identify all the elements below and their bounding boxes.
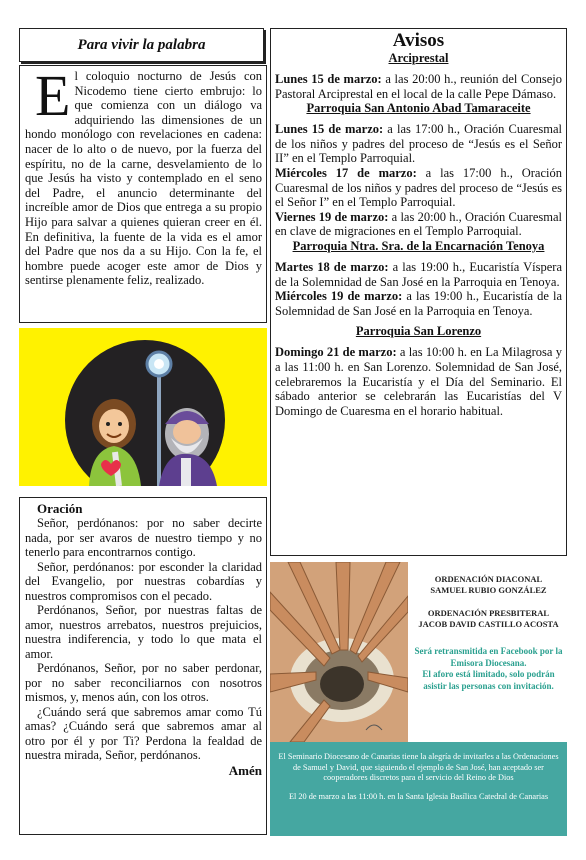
poster-line: SAMUEL RUBIO GONZÁLEZ [430,585,547,595]
poster-line: ORDENACIÓN PRESBITERAL [427,608,550,618]
reflection-text [25,63,262,288]
hands-image [270,562,408,742]
prayer-heading: Oración [37,501,83,516]
notice-item: Lunes 15 de marzo: a las 20:00 h., reunión del Consejo Pastoral Arciprestal en el local de la calle Pepe Dámaso. [275,72,562,101]
illustration-svg [19,328,267,486]
section-title-box [19,28,264,62]
prayer-paragraph: Perdónanos, Señor, por no saber perdonar, por no saber reconciliarnos con nosotros mismos, y, menos aún, con los otros. [25,661,262,704]
notice-item: Domingo 21 de marzo: a las 10:00 h. en La Milagrosa y a las 11:00 h. en San Lorenzo. Solemnidad de San José, celebraremos la Eucaristía y el Día del Seminario. El sábado anterior se celebrarán las Eucaristías del V Domingo de Cuaresma en el horario habitual. [275,345,562,418]
poster-line: JACOB DAVID CASTILLO ACOSTA [418,619,559,629]
drop-cap: E [35,63,71,128]
poster-broadcast-note: Será retransmitida en Facebook por la Emisora Diocesana. [414,646,563,668]
poster-line: ORDENACIÓN DIACONAL [434,574,543,584]
poster-invitation [270,742,567,836]
section-heading-san-antonio: Parroquia San Antonio Abad Tamaraceite [306,101,531,116]
section-title: Para vivir la palabra [77,36,206,53]
reflection-box [19,65,267,323]
poster-text [410,562,567,742]
jesus-nicodemus-illustration [19,328,267,486]
prayer-paragraph: ¿Cuándo será que sabremos amar como Tú amas? ¿Cuándo será que sabremos amar al otro por él y por Ti? Perdona la fealdad de nuestra mirada, Señor, perdónanos. [25,704,262,762]
hands-photo [270,562,408,742]
avisos-title: Avisos [392,30,445,51]
prayer-paragraph: Señor, perdónanos: por esconder la claridad del Evangelio, por nuestras cobardías y nuestros compromisos con el pecado. [25,559,262,603]
avisos-box [270,28,567,556]
notice-item: Viernes 19 de marzo: a las 20:00 h., Oración Cuaresmal en clave de migraciones en el Templo Parroquial. [275,209,562,239]
prayer-paragraph: Perdónanos, Señor, por nuestras faltas de amor, nuestros arrebatos, nuestros prejuicios, nuestra indiferencia, y todo lo que mata el amor. [25,603,262,661]
section-heading-encarnacion: Parroquia Ntra. Sra. de la Encarnación Tenoya [292,238,545,253]
poster-invitation-text: El Seminario Diocesano de Canarias tiene la alegría de invitarles a las Ordenaciones de Samuel y David, que siguiendo el ejemplo de San José, han aceptado ser cooperadores discretos para el servicio del Reino de Dios [278,752,559,782]
section-heading-san-lorenzo: Parroquia San Lorenzo [355,324,482,339]
prayer-box [19,497,267,835]
notice-item: Martes 18 de marzo: a las 19:00 h., Eucaristía Víspera de la Solemnidad de San José en la Parroquia en Tenoya. [275,259,563,289]
prayer-paragraph: Señor, perdónanos: por no saber decirte nada, por ser avaros de nuestro tiempo y no tenerlo para encontrarnos contigo. [25,516,262,559]
section-heading-arciprestal: Arciprestal [388,51,449,65]
notice-item: Miércoles 19 de marzo: a las 19:00 h., Eucaristía de la Solemnidad de San José en la Parroquia en Tenoya. [275,289,563,318]
reflection-body: l coloquio nocturno de Jesús con Nicodemo tiene cierto embrujo: lo que comienza con un diálogo va adquiriendo las dimensiones de un hondo monólogo con revelaciones en cadena: nacer de lo alto o de nuevo, por la fuerza del espíritu, no de la carne, desvelamiento de lo que Jesús ha visto y contemplado en el seno del Padre, el anuncio determinante del increíble amor de Dios que entrega a su propio Hijo para salvar a quienes quieran creer en él. En definitiva, la fuente de la vida es el amor del Padre que nos da a su Hijo. Con la fe, el hombre puede acoger este amor de Dios y sentirse plenamente feliz, realizado. [25,69,262,288]
poster-capacity-note: El aforo está limitado, solo podrán asistir las personas con invitación. [422,669,555,691]
notice-item: Miércoles 17 de marzo: a las 17:00 h., Oración Cuaresmal de los niños y padres del proceso de “Jesús es el Señor I” en el Templo Parroquial. [275,165,562,210]
notice-item: Lunes 15 de marzo: a las 17:00 h., Oración Cuaresmal de los niños y padres del proceso de “Jesús es el Señor II” en el Templo Parroquial. [275,122,563,166]
ordination-poster [270,562,567,836]
poster-date-text: El 20 de marzo a las 11:00 h. en la Santa Iglesia Basílica Catedral de Canarias [288,791,549,801]
prayer-closing: Amén [228,762,262,778]
